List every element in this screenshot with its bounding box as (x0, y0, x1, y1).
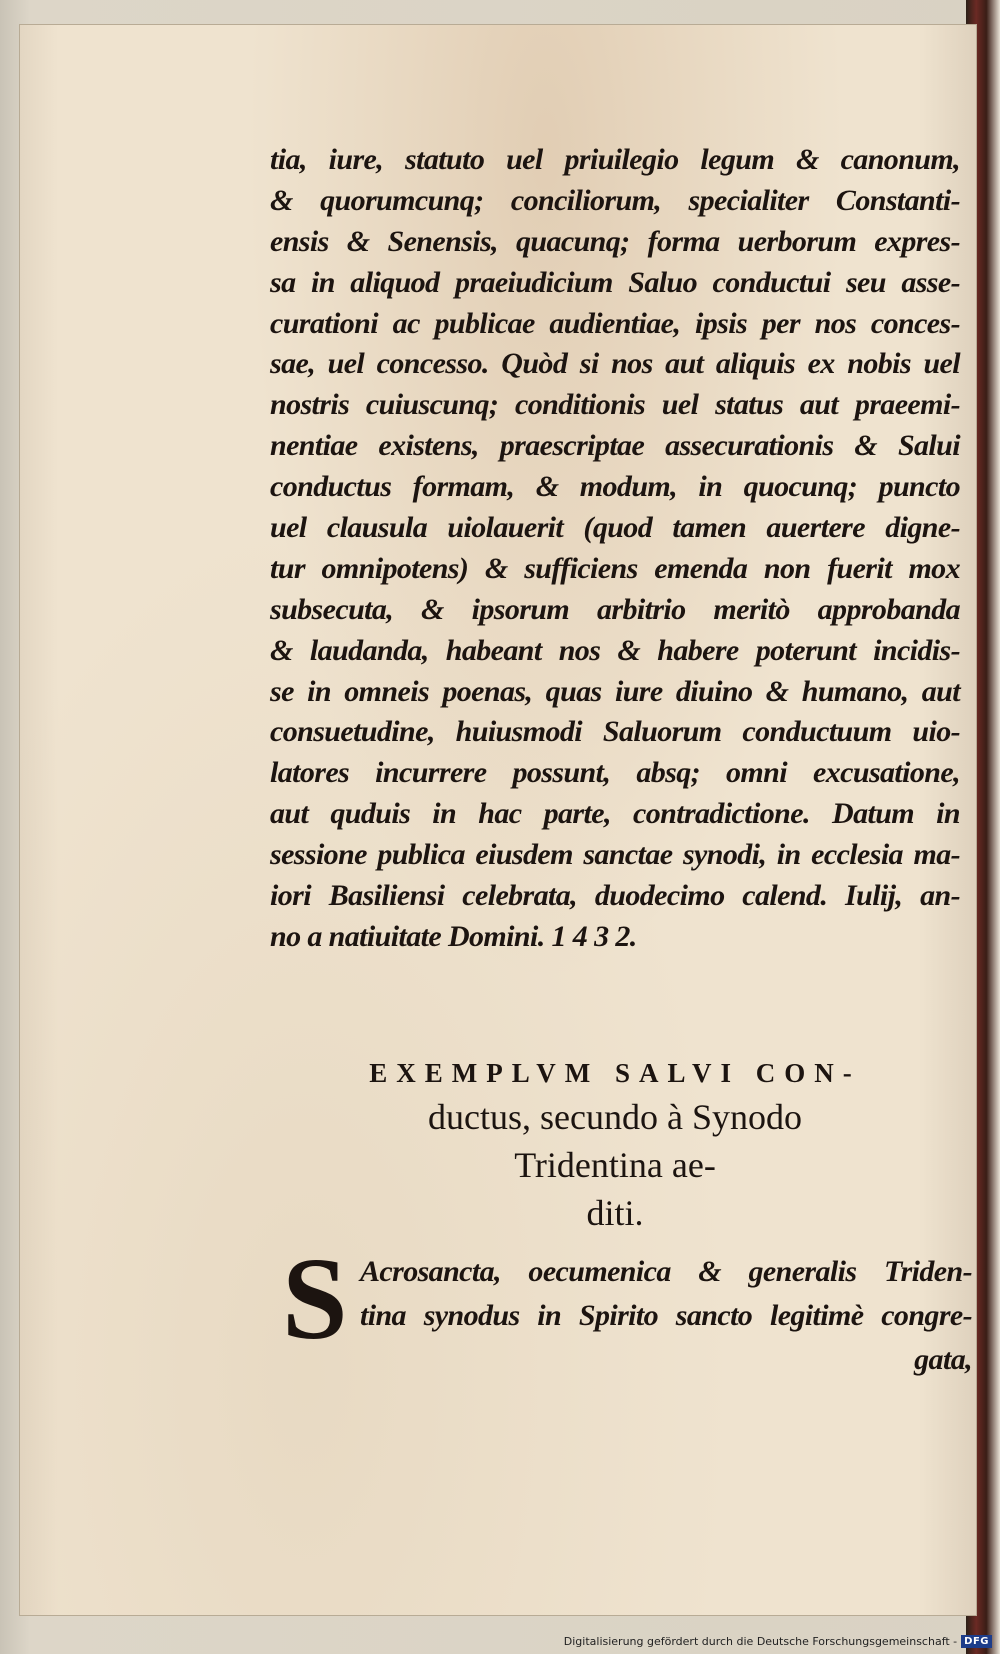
text-line: subsecuta, & ipsorum arbitrio meritò approbanda (270, 592, 960, 626)
text-line: curationi ac publicae audientiae, ipsis per nos conces- (270, 306, 960, 340)
drop-capital: S (282, 1233, 348, 1364)
text-line: gata, (914, 1343, 972, 1376)
heading-line: ductus, secundo à Synodo (428, 1097, 802, 1137)
text-line: uel clausula uiolauerit (quod tamen auertere digne- (270, 511, 960, 545)
text-line: latores incurrere possunt, absq; omni excusatione, (270, 756, 960, 790)
footer-text: Digitalisierung gefördert durch die Deutsche Forschungsgemeinschaft - (563, 1635, 958, 1648)
text-line: conductus formam, & modum, in quocunq; puncto (270, 470, 960, 504)
body-text (270, 140, 960, 958)
heading-caps-line: EXEMPLVM SALVI CON- (369, 1058, 861, 1088)
text-line: consuetudine, huiusmodi Saluorum conductuum uio- (270, 715, 960, 749)
dfg-logo: DFG (961, 1635, 992, 1648)
text-line: iori Basiliensi celebrata, duodecimo calend. Iulij, an- (270, 879, 960, 913)
text-line: ensis & Senensis, quacunq; forma uerborum expres- (270, 224, 960, 258)
text-line: sae, uel concesso. Quòd si nos aut aliquis ex nobis uel (270, 347, 960, 381)
text-line: sessione publica eiusdem sanctae synodi, in ecclesia ma- (270, 838, 960, 872)
text-line: Acrosancta, oecumenica & generalis Triden- (360, 1255, 972, 1288)
text-line: aut quduis in hac parte, contradictione. Datum in (270, 797, 960, 831)
text-line: nostris cuiuscunq; conditionis uel status aut praeemi- (270, 388, 960, 422)
text-line: no a natiuitate Domini. 1 4 3 2. (270, 919, 637, 953)
text-line: tur omnipotens) & sufficiens emenda non fuerit mox (270, 551, 960, 585)
text-line: tia, iure, statuto uel priuilegio legum & canonum, (270, 143, 960, 176)
text-line: & laudanda, habeant nos & habere poterunt incidis- (270, 633, 960, 667)
digitization-footer (564, 1635, 992, 1648)
text-line: nentiae existens, praescriptae assecurationis & Salui (270, 429, 960, 463)
heading-line: diti. (586, 1193, 644, 1233)
decree-opening-text (360, 1250, 972, 1382)
text-line: & quorumcunq; conciliorum, specialiter Constanti- (270, 183, 960, 217)
text-line: tina synodus in Spirito sancto legitimè congre- (360, 1299, 972, 1332)
text-line: se in omneis poenas, quas iure diuino & humano, aut (270, 674, 960, 708)
heading-line: Tridentina ae- (514, 1145, 716, 1185)
text-line: sa in aliquod praeiudicium Saluo conductui seu asse- (270, 265, 960, 299)
section-heading (305, 1053, 925, 1237)
